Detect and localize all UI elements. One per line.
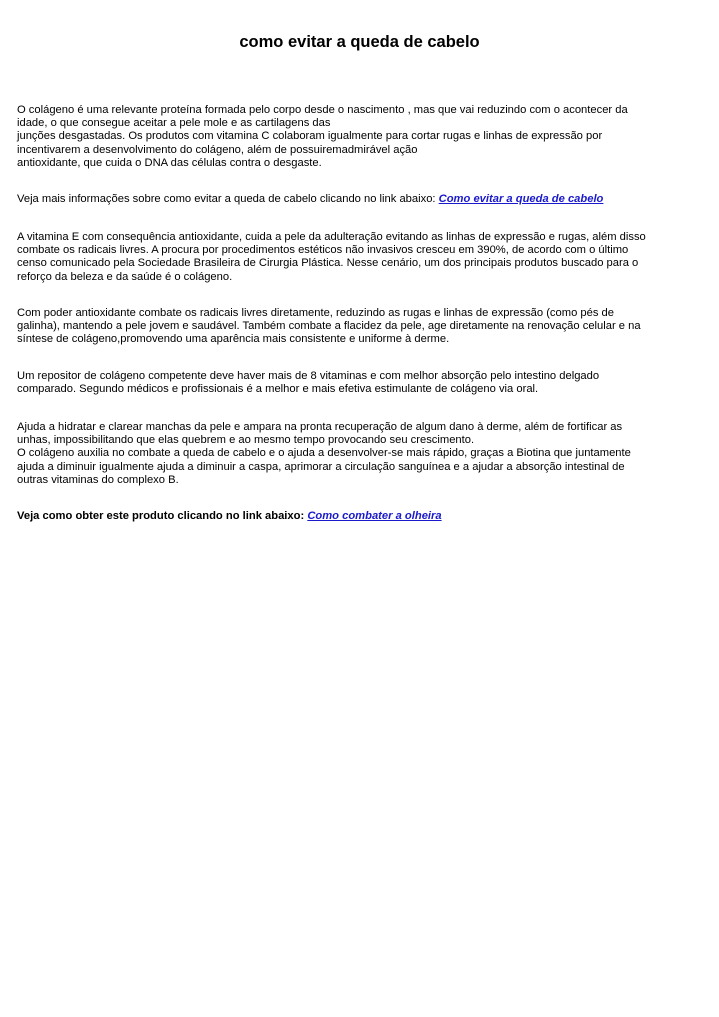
text-line: Um repositor de colágeno competente deve haver mais de 8 vitaminas e com melhor absorção pelo intestino delgado: [17, 370, 600, 382]
text-line: outras vitaminas do complexo B.: [17, 473, 179, 486]
link-dark-circles[interactable]: Como combater a olheira: [307, 510, 442, 522]
text-line: A vitamina E com consequência antioxidante, cuida a pele da adulteração evitando as linhas de expressão e rugas, além disso: [17, 231, 646, 243]
text-line: comparado. Segundo médicos e profissionais é a melhor e mais efetiva estimulante de colágeno via oral.: [17, 383, 539, 396]
paragraph-benefits: [17, 421, 707, 487]
link-hair-loss[interactable]: Como evitar a queda de cabelo: [438, 193, 604, 205]
text-line: Ajuda a hidratar e clarear manchas da pele e ampara na pronta recuperação de algum dano à derme, além de fortificar as: [17, 421, 623, 433]
paragraph-vitamin-e: [17, 231, 707, 284]
paragraph-product-cta: [17, 510, 707, 523]
text-line: unhas, impossibilitando que elas quebrem e ao mesmo tempo provocando seu crescimento.: [17, 434, 475, 447]
product-cta-text: Veja como obter este produto clicando no link abaixo:: [17, 510, 308, 522]
text-line: galinha), mantendo a pele jovem e saudável. Também combate a flacidez da pele, age diretamente na renovação celular e na: [17, 320, 641, 333]
text-line: síntese de colágeno,promovendo uma aparência mais consistente e uniforme à derme.: [17, 333, 450, 346]
text-line: incentivarem a desenvolvimento do colágeno, além de possuiremadmirável ação: [17, 143, 418, 156]
paragraph-more-info: [17, 193, 707, 206]
text-line: combate os radicais livres. A procura por procedimentos estéticos não invasivos cresceu em 390%, de acordo com o último: [17, 244, 629, 257]
text-line: idade, o que consegue aceitar a pele mole e as cartilagens das: [17, 117, 331, 130]
paragraph-collagen-intro: [17, 104, 707, 170]
paragraph-repositor: [17, 370, 707, 396]
text-line: censo comunicado pela Sociedade Brasileira de Cirurgia Plástica. Nesse cenário, um dos principais produtos buscado para o: [17, 257, 639, 270]
text-line: reforço da beleza e da saúde é o colágeno.: [17, 270, 233, 283]
text-line: antioxidante, que cuida o DNA das células contra o desgaste.: [17, 156, 322, 169]
page-title: como evitar a queda de cabelo: [239, 33, 480, 51]
paragraph-antioxidant: [17, 307, 707, 347]
text-line: ajuda a diminuir igualmente ajuda a diminuir a caspa, aprimorar a circulação sanguínea e a ajudar a absorção intestinal de: [17, 460, 625, 473]
text-line: O colágeno é uma relevante proteína formada pelo corpo desde o nascimento , mas que vai reduzindo com o acontecer da: [17, 104, 628, 116]
text-line: Com poder antioxidante combate os radicais livres diretamente, reduzindo as rugas e linhas de expressão (como pés de: [17, 307, 614, 319]
text-line: junções desgastadas. Os produtos com vitamina C colaboram igualmente para cortar rugas e linhas de expressão por: [17, 130, 603, 143]
more-info-text: Veja mais informações sobre como evitar a queda de cabelo clicando no link abaixo:: [17, 193, 439, 205]
text-line: O colágeno auxilia no combate a queda de cabelo e o ajuda a desenvolver-se mais rápido, graças a Biotina que juntamente: [17, 447, 631, 460]
